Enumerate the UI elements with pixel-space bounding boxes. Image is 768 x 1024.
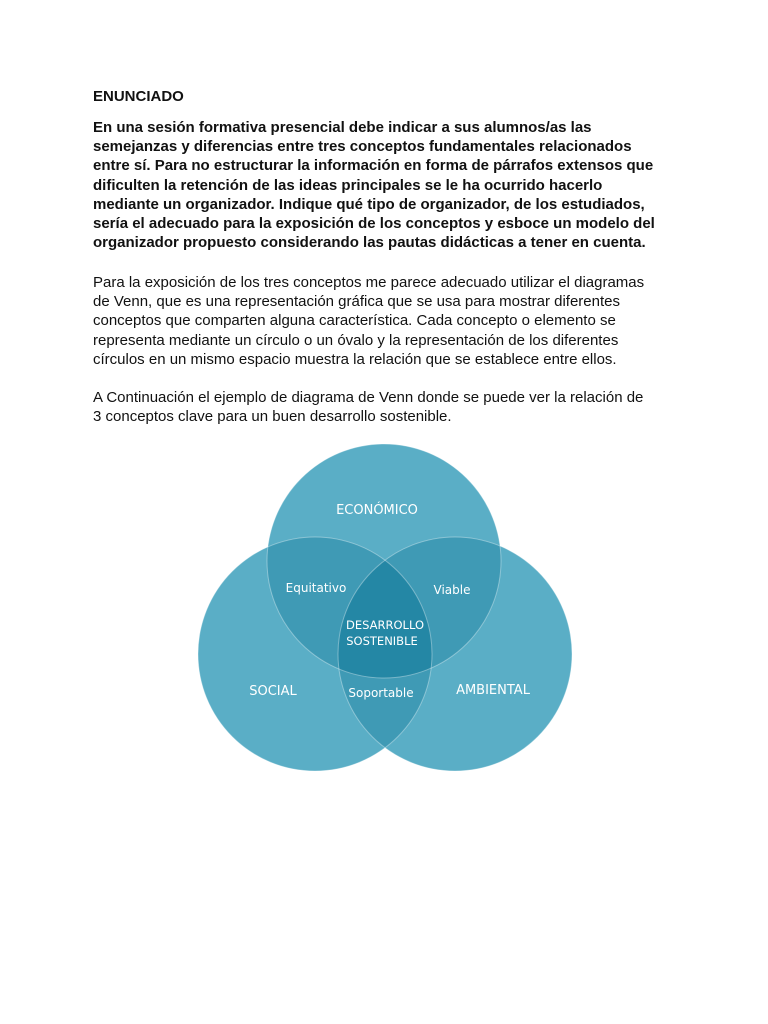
- statement-line: sería el adecuado para la exposición de los conceptos y esboce un modelo del: [93, 215, 655, 233]
- statement-line: dificulten la retención de las ideas principales se le ha ocurrido hacerlo: [93, 176, 603, 194]
- paragraph-line: conceptos que comparten alguna característica. Cada concepto o elemento se: [93, 312, 616, 330]
- label-soportable: Soportable: [348, 686, 414, 700]
- label-viable: Viable: [433, 583, 471, 597]
- heading: ENUNCIADO: [93, 88, 184, 105]
- label-center-2: SOSTENIBLE: [346, 634, 418, 648]
- label-equitativo: Equitativo: [285, 581, 347, 595]
- problem-statement: [93, 118, 683, 252]
- label-ambiental: AMBIENTAL: [456, 683, 530, 698]
- statement-line: entre sí. Para no estructurar la información en forma de párrafos extensos que: [93, 157, 654, 175]
- intro-paragraph: [93, 388, 693, 426]
- statement-line: organizador propuesto considerando las pautas didácticas a tener en cuenta.: [93, 234, 646, 252]
- venn-diagram: [190, 444, 580, 778]
- paragraph-line: 3 conceptos clave para un buen desarrollo sostenible.: [93, 408, 452, 426]
- paragraph-line: representa mediante un círculo o un óvalo y la representación de los diferentes: [93, 331, 619, 349]
- paragraph-line: círculos en un mismo espacio muestra la relación que se establece entre ellos.: [93, 350, 617, 368]
- label-social: SOCIAL: [249, 684, 297, 699]
- statement-line: mediante un organizador. Indique qué tipo de organizador, de los estudiados,: [93, 195, 645, 213]
- label-economico: ECONÓMICO: [336, 503, 418, 518]
- paragraph-line: Para la exposición de los tres conceptos me parece adecuado utilizar el diagramas: [93, 274, 645, 291]
- statement-line: semejanzas y diferencias entre tres conceptos fundamentales relacionados: [93, 138, 632, 156]
- answer-paragraph: [93, 273, 693, 369]
- label-center-1: DESARROLLO: [346, 618, 424, 632]
- paragraph-line: A Continuación el ejemplo de diagrama de Venn donde se puede ver la relación de: [93, 389, 644, 406]
- statement-line: En una sesión formativa presencial debe indicar a sus alumnos/as las: [93, 119, 592, 136]
- paragraph-line: de Venn, que es una representación gráfica que se usa para mostrar diferentes: [93, 293, 620, 311]
